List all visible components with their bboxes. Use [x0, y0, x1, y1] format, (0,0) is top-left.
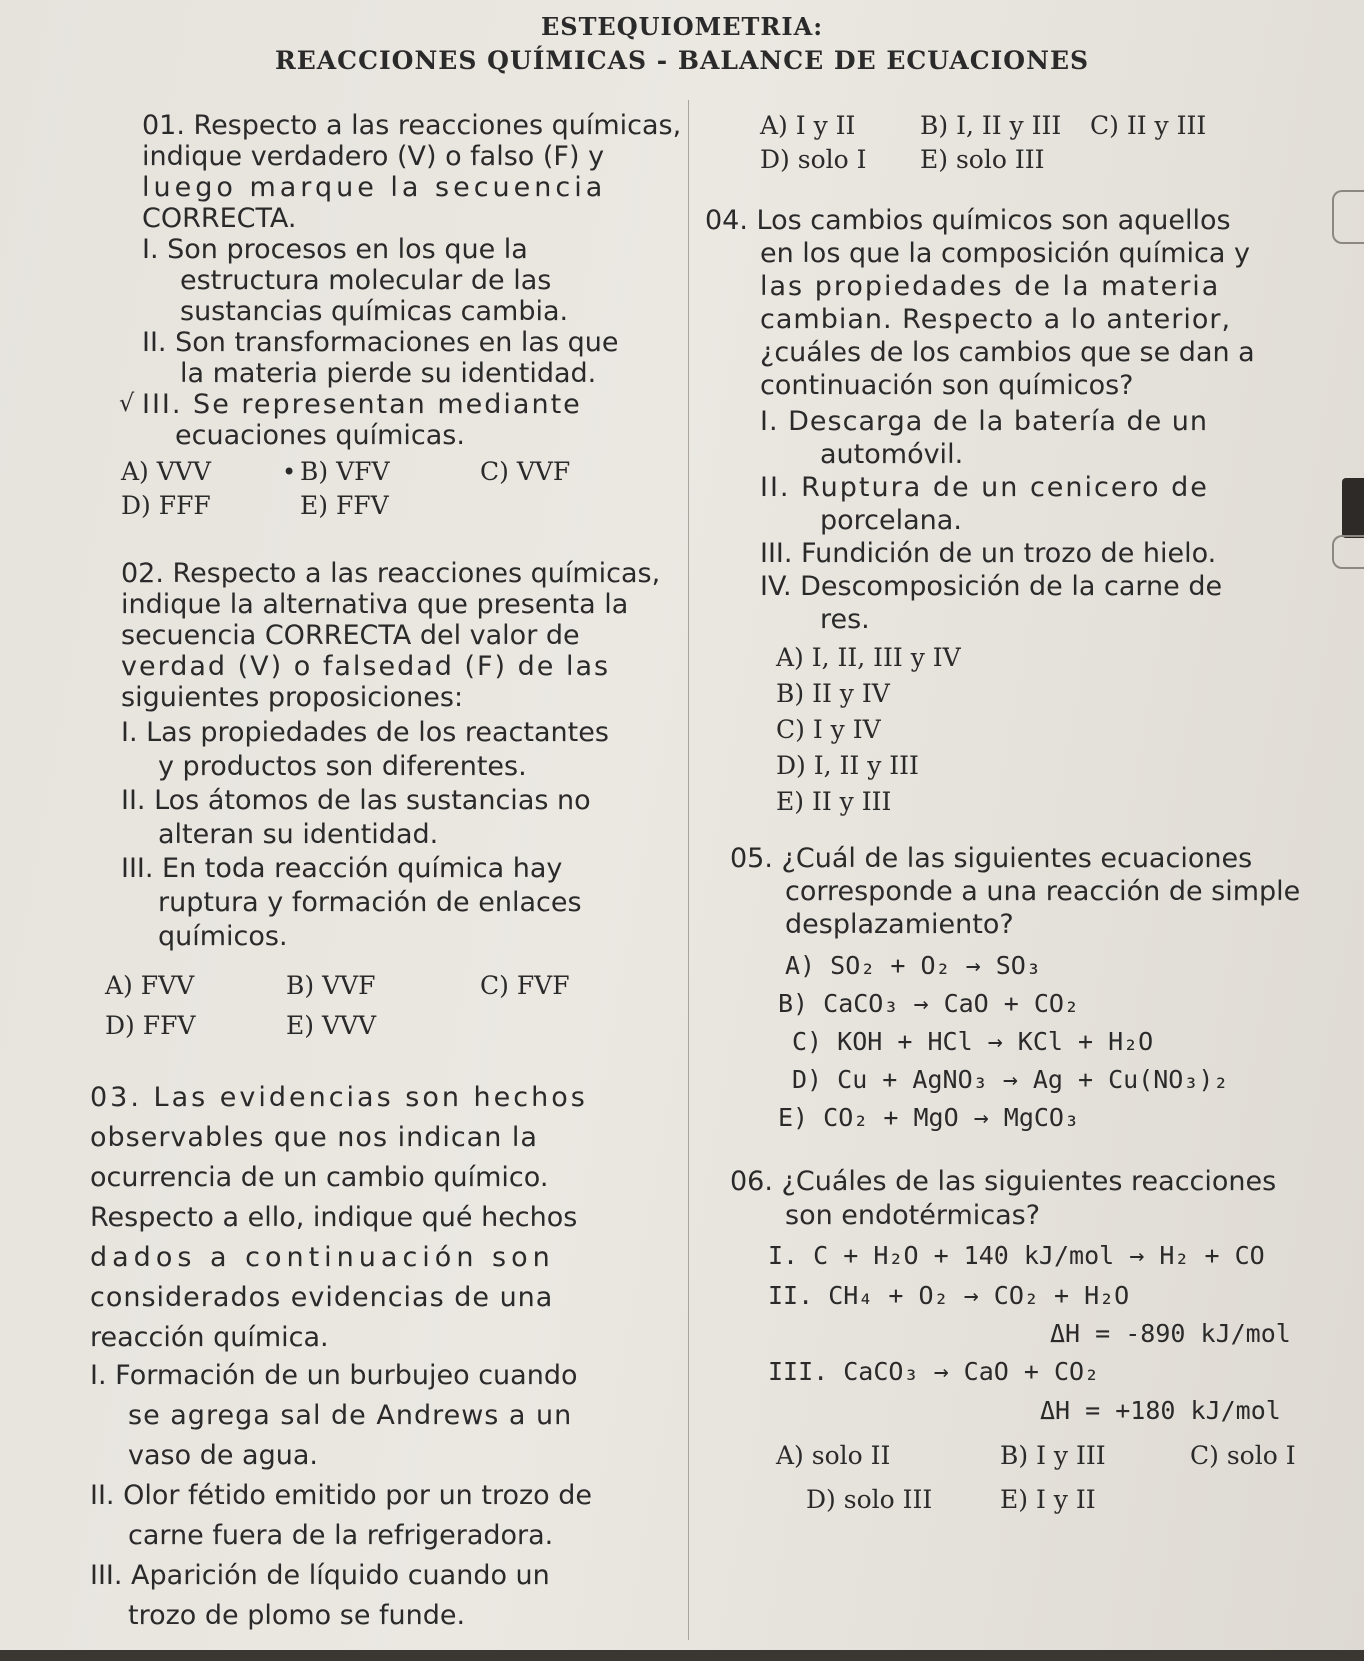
question-text-line: 06. ¿Cuáles de las siguientes reacciones — [730, 1166, 1277, 1197]
question-text-line: continuación son químicos? — [760, 370, 1134, 401]
edge-shadow-decoration — [1342, 478, 1364, 538]
statement-line: ecuaciones químicas. — [175, 420, 465, 451]
question-text-line: considerados evidencias de una — [90, 1282, 554, 1313]
answer-option[interactable]: D) FFV — [105, 1011, 196, 1040]
answer-option[interactable]: A) VVV — [121, 457, 211, 486]
answer-option[interactable]: B) I y III — [1000, 1441, 1106, 1470]
answer-option[interactable]: D) solo I — [760, 145, 867, 174]
answer-option[interactable]: E) FFV — [300, 491, 389, 520]
statement-line: III. Fundición de un trozo de hielo. — [760, 538, 1217, 569]
statement-line: y productos son diferentes. — [158, 751, 527, 782]
question-text-line: CORRECTA. — [142, 203, 297, 234]
answer-option[interactable]: E) solo III — [920, 145, 1045, 174]
statement-line: I. Las propiedades de los reactantes — [121, 717, 609, 748]
question-text-line: ¿cuáles de los cambios que se dan a — [760, 337, 1255, 368]
answer-option[interactable]: D) FFF — [121, 491, 211, 520]
check-mark: √ — [119, 389, 135, 417]
enthalpy-value: ΔH = +180 kJ/mol — [1040, 1396, 1281, 1425]
statement-line: III. Se representan mediante — [142, 389, 582, 420]
edge-bracket-decoration — [1332, 190, 1364, 244]
statement-line: II. Los átomos de las sustancias no — [121, 785, 591, 816]
question-text-line: son endotérmicas? — [785, 1200, 1041, 1231]
page-subtitle: REACCIONES QUÍMICAS - BALANCE DE ECUACIONES — [274, 46, 1090, 75]
statement-line: vaso de agua. — [128, 1440, 318, 1471]
answer-option[interactable]: A) solo II — [776, 1441, 891, 1470]
question-text-line: reacción química. — [90, 1322, 329, 1353]
answer-option[interactable]: C) FVF — [480, 971, 570, 1000]
column-divider — [688, 100, 689, 1640]
statement-line: I. Formación de un burbujeo cuando — [90, 1360, 578, 1391]
statement-line: I. Son procesos en los que la — [142, 234, 528, 265]
statement-line: III. Aparición de líquido cuando un — [90, 1560, 550, 1591]
answer-option[interactable]: C) I y IV — [776, 715, 881, 744]
statement-line: se agrega sal de Andrews a un — [128, 1400, 573, 1431]
question-text-line: dados a continuación son — [90, 1242, 555, 1273]
statement-line: porcelana. — [820, 505, 962, 536]
question-text-line: 02. Respecto a las reacciones químicas, — [121, 558, 661, 589]
reaction-line: I. C + H₂O + 140 kJ/mol → H₂ + CO — [768, 1241, 1265, 1270]
question-text-line: 04. Los cambios químicos son aquellos — [705, 205, 1231, 236]
statement-line: químicos. — [158, 921, 288, 952]
statement-line: carne fuera de la refrigeradora. — [128, 1520, 554, 1551]
question-text-line: Respecto a ello, indique qué hechos — [90, 1202, 578, 1233]
answer-option[interactable]: D) solo III — [806, 1485, 933, 1514]
answer-option[interactable]: B) II y IV — [776, 679, 890, 708]
question-text-line: desplazamiento? — [785, 909, 1014, 940]
statement-line: automóvil. — [820, 439, 964, 470]
answer-option[interactable]: A) SO₂ + O₂ → SO₃ — [785, 951, 1041, 980]
question-text-line: corresponde a una reacción de simple — [785, 876, 1301, 907]
answer-option[interactable]: B) I, II y III — [920, 111, 1062, 140]
answer-option[interactable]: A) FVV — [105, 971, 195, 1000]
answer-option[interactable]: C) VVF — [480, 457, 571, 486]
question-text-line: 05. ¿Cuál de las siguientes ecuaciones — [730, 843, 1253, 874]
question-text-line: indique la alternativa que presenta la — [121, 589, 629, 620]
answer-option[interactable]: D) Cu + AgNO₃ → Ag + Cu(NO₃)₂ — [792, 1065, 1229, 1094]
answer-option[interactable]: E) CO₂ + MgO → MgCO₃ — [778, 1103, 1080, 1132]
question-text-line: cambian. Respecto a lo anterior, — [760, 304, 1232, 335]
statement-line: res. — [820, 604, 870, 635]
statement-line: trozo de plomo se funde. — [128, 1600, 466, 1631]
answer-option[interactable]: C) KOH + HCl → KCl + H₂O — [792, 1027, 1154, 1056]
answer-option[interactable]: B) VFV — [300, 457, 390, 486]
answer-option[interactable]: C) solo I — [1190, 1441, 1296, 1470]
answer-option[interactable]: A) I, II, III y IV — [776, 643, 961, 672]
answer-option[interactable]: E) I y II — [1000, 1485, 1096, 1514]
answer-option[interactable]: D) I, II y III — [776, 751, 919, 780]
answer-option[interactable]: A) I y II — [760, 111, 856, 140]
enthalpy-value: ΔH = -890 kJ/mol — [1050, 1319, 1291, 1348]
statement-line: II. Ruptura de un cenicero de — [760, 472, 1209, 503]
edge-bracket-decoration — [1332, 535, 1364, 569]
bottom-shadow-decoration — [0, 1650, 1364, 1661]
question-text-line: indique verdadero (V) o falso (F) y — [142, 141, 605, 172]
question-text-line: siguientes proposiciones: — [121, 682, 464, 713]
question-text-line: verdad (V) o falsedad (F) de las — [121, 651, 611, 682]
question-text-line: 01. Respecto a las reacciones químicas, — [142, 110, 682, 141]
answer-option[interactable]: E) II y III — [776, 787, 892, 816]
question-text-line: luego marque la secuencia — [142, 172, 607, 203]
answer-option[interactable]: E) VVV — [286, 1011, 377, 1040]
statement-line: la materia pierde su identidad. — [180, 358, 597, 389]
statement-line: IV. Descomposición de la carne de — [760, 571, 1223, 602]
page-title: ESTEQUIOMETRIA: — [540, 12, 824, 41]
reaction-line: II. CH₄ + O₂ → CO₂ + H₂O — [768, 1281, 1130, 1310]
answer-option[interactable]: B) CaCO₃ → CaO + CO₂ — [778, 989, 1080, 1018]
statement-line: estructura molecular de las — [180, 265, 552, 296]
statement-line: III. En toda reacción química hay — [121, 853, 563, 884]
statement-line: II. Olor fétido emitido por un trozo de — [90, 1480, 593, 1511]
statement-line: ruptura y formación de enlaces — [158, 887, 582, 918]
bullet-mark: • — [282, 458, 297, 486]
statement-line: II. Son transformaciones en las que — [142, 327, 619, 358]
statement-line: alteran su identidad. — [158, 819, 439, 850]
answer-option[interactable]: B) VVF — [286, 971, 376, 1000]
question-text-line: las propiedades de la materia — [760, 271, 1221, 302]
question-text-line: 03. Las evidencias son hechos — [90, 1082, 588, 1113]
answer-option[interactable]: C) II y III — [1090, 111, 1207, 140]
question-text-line: ocurrencia de un cambio químico. — [90, 1162, 549, 1193]
statement-line: I. Descarga de la batería de un — [760, 406, 1209, 437]
statement-line: sustancias químicas cambia. — [180, 296, 569, 327]
question-text-line: secuencia CORRECTA del valor de — [121, 620, 580, 651]
question-text-line: en los que la composición química y — [760, 238, 1251, 269]
question-text-line: observables que nos indican la — [90, 1122, 538, 1153]
reaction-line: III. CaCO₃ → CaO + CO₂ — [768, 1357, 1100, 1386]
